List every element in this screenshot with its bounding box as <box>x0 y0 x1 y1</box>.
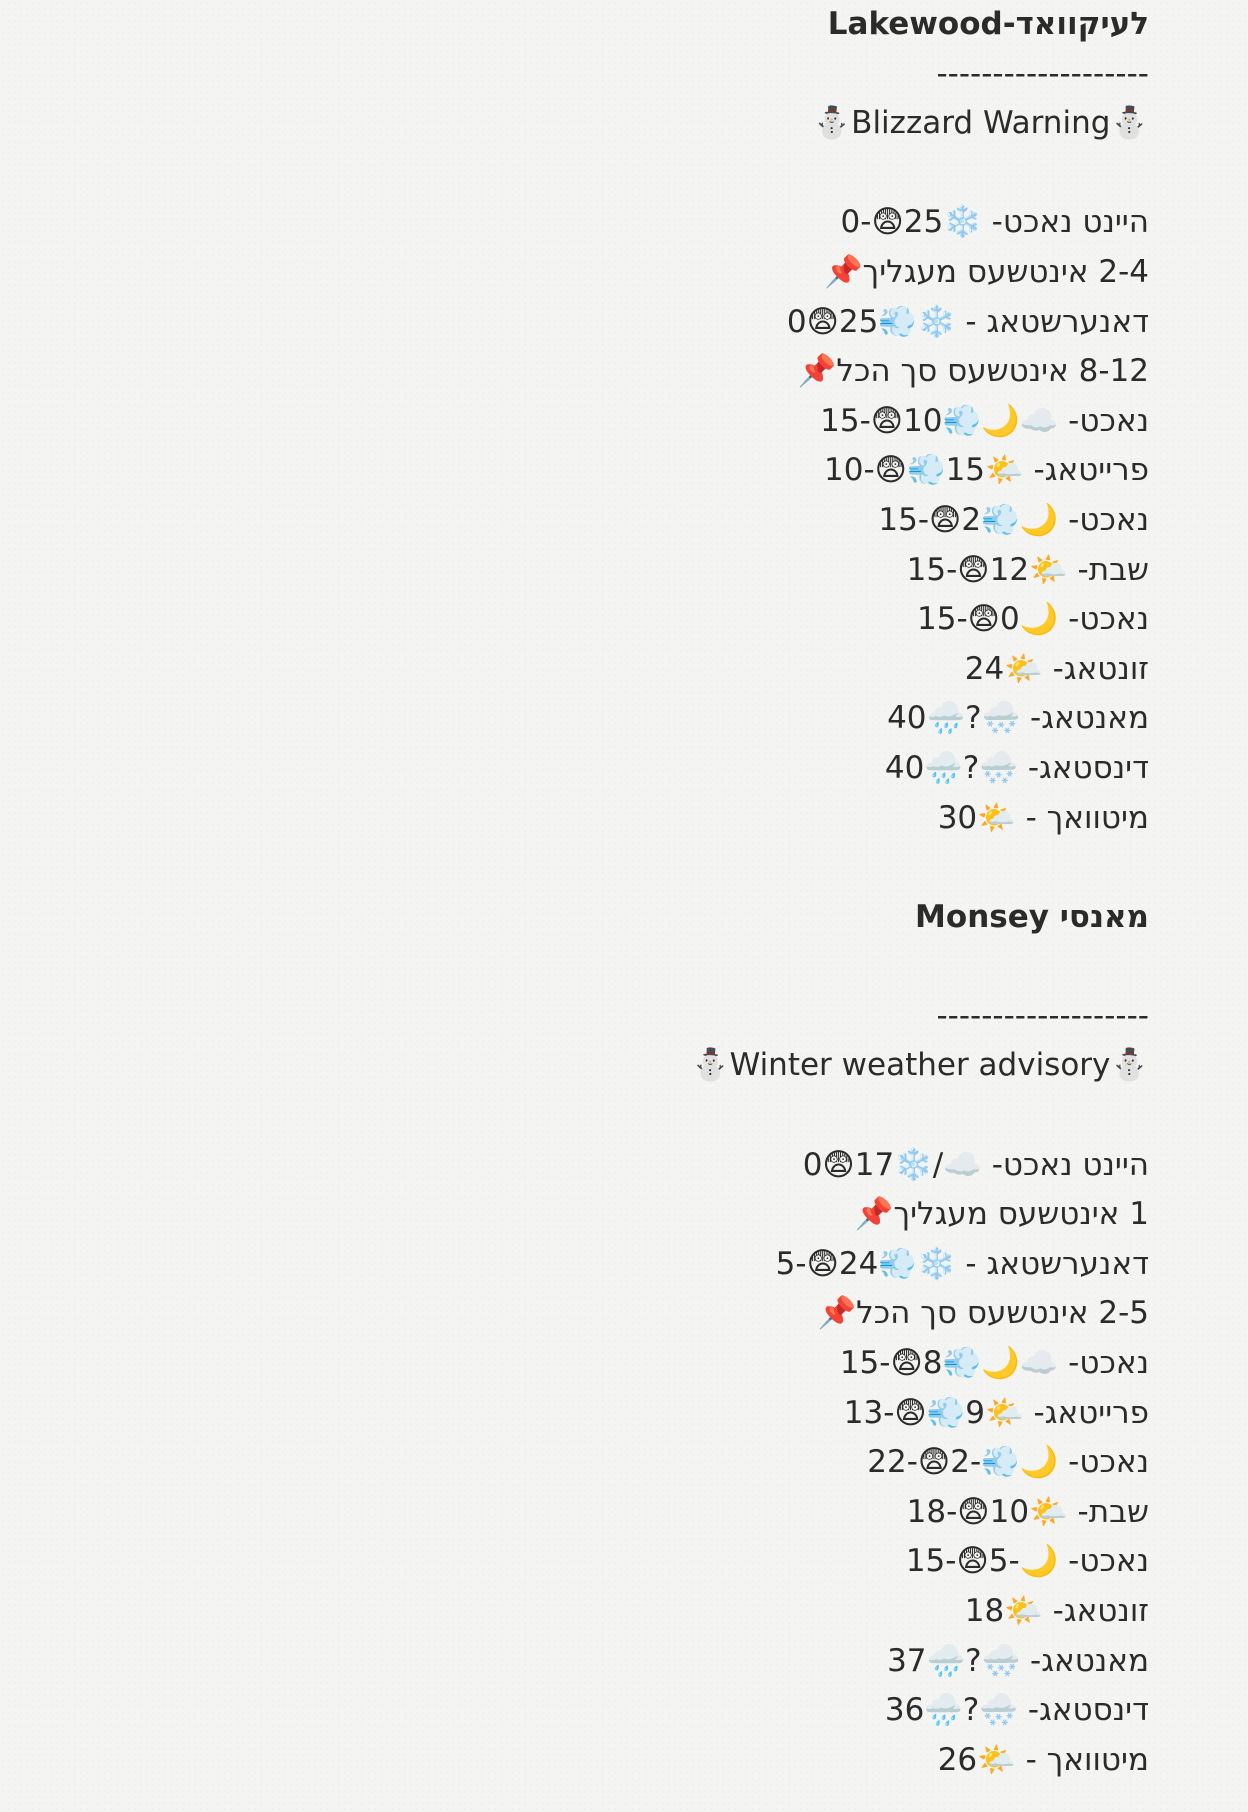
monsey-heading: מאנסי Monsey <box>915 898 1149 935</box>
monsey-line-friday-night: נאכט- 🌙💨-2😨-22 <box>867 1444 1149 1481</box>
blank-line <box>249 843 1149 893</box>
monsey-line-monday: מאנטאג- 🌨️?🌧️37 <box>887 1642 1149 1679</box>
lakewood-line-thursday-night: נאכט- ☁️🌙💨10😨-15 <box>820 402 1149 439</box>
lakewood-line-tonight-snow: 2-4 אינטשעס מעגליך📌 <box>823 253 1149 290</box>
lakewood-line-friday: פרייטאג- 🌤️15💨😨-10 <box>824 452 1149 489</box>
lakewood-heading: לעיקוואד-Lakewood <box>827 6 1149 42</box>
lakewood-divider: ------------------- <box>936 55 1149 92</box>
monsey-line-shabbos-night: נאכט- 🌙-5😨-15 <box>905 1543 1149 1580</box>
blank-line <box>249 149 1149 199</box>
lakewood-line-shabbos-night: נאכט- 🌙0😨-15 <box>917 601 1149 638</box>
lakewood-line-total-snow: 8-12 אינטשעס סך הכל📌 <box>797 353 1149 390</box>
monsey-line-friday: פרייטאג- 🌤️9💨😨-13 <box>843 1394 1149 1431</box>
monsey-line-thursday-night: נאכט- ☁️🌙💨8😨-15 <box>839 1345 1149 1382</box>
monsey-line-tuesday: דינסטאג- 🌨️?🌧️36 <box>884 1692 1149 1729</box>
lakewood-line-tuesday: דינסטאג- 🌨️?🌧️40 <box>884 749 1149 786</box>
monsey-divider: ------------------- <box>936 997 1149 1034</box>
lakewood-line-thursday: דאנערשטאג - ❄️💨25😨0 <box>786 303 1149 340</box>
note-body[interactable] <box>249 0 1149 1785</box>
lakewood-line-tonight: היינט נאכט- ❄️25😨-0 <box>840 204 1149 241</box>
monsey-warning: ⛄Winter weather advisory⛄ <box>691 1047 1149 1084</box>
monsey-line-wednesday: מיטוואך - 🌤️26 <box>937 1741 1149 1778</box>
lakewood-line-monday: מאנטאג- 🌨️?🌧️40 <box>887 700 1149 737</box>
blank-line <box>249 1091 1149 1141</box>
monsey-line-tonight-snow: 1 אינטשעס מעגליך📌 <box>854 1196 1149 1233</box>
blank-line <box>249 942 1149 992</box>
lakewood-warning: ⛄Blizzard Warning⛄ <box>812 105 1149 142</box>
lakewood-line-sunday: זונטאג- 🌤️24 <box>964 650 1149 687</box>
monsey-line-sunday: זונטאג- 🌤️18 <box>964 1593 1149 1629</box>
lakewood-line-friday-night: נאכט- 🌙💨2😨-15 <box>878 501 1149 538</box>
monsey-line-total-snow: 2-5 אינטשעס סך הכל📌 <box>817 1295 1149 1332</box>
monsey-line-tonight: היינט נאכט- ☁️/❄️17😨0 <box>802 1146 1149 1183</box>
monsey-line-thursday: דאנערשטאג - ❄️💨24😨-5 <box>775 1245 1149 1282</box>
monsey-line-shabbos: שבת- 🌤️10😨-18 <box>906 1493 1149 1530</box>
lakewood-line-shabbos: שבת- 🌤️12😨-15 <box>906 551 1149 588</box>
lakewood-line-wednesday: מיטוואך - 🌤️30 <box>937 799 1149 836</box>
